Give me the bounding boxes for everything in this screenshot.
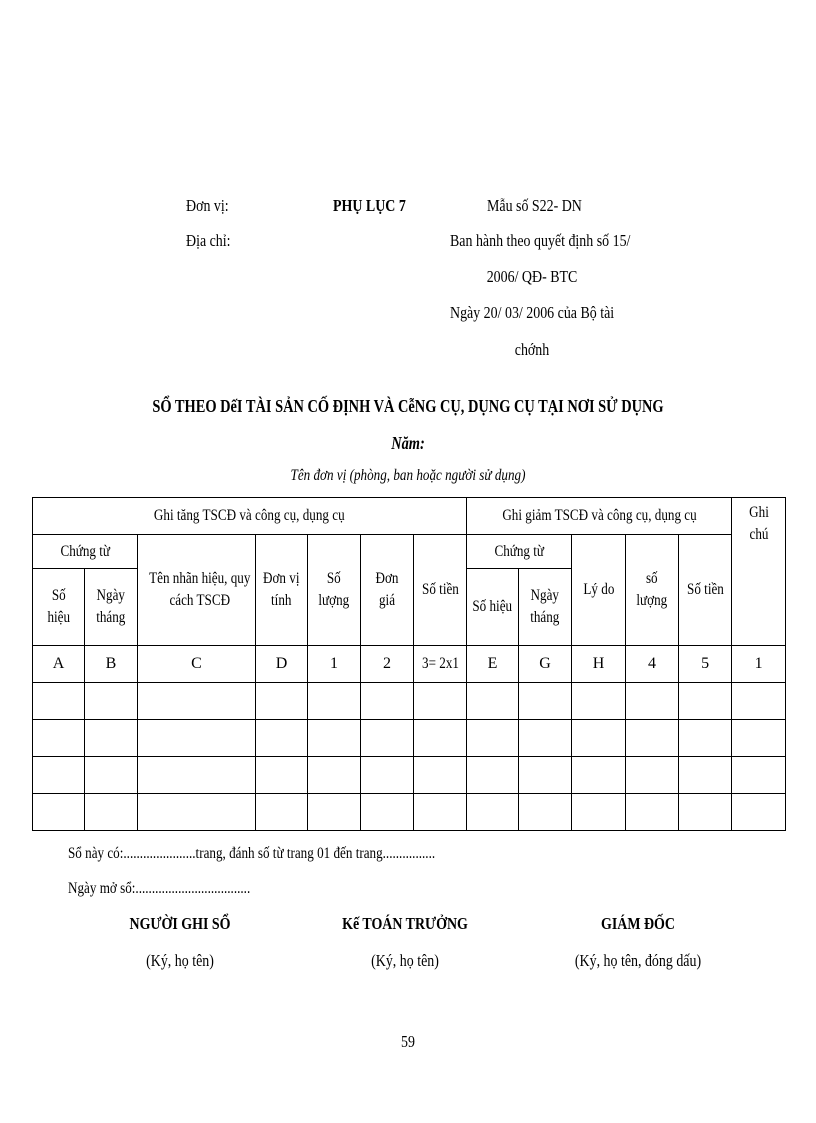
form-number: Mẫu số S22- DN [487,196,582,215]
unit-header: Đơn vị tính [256,535,308,646]
table-row [33,757,786,794]
code-cell: 2 [361,646,414,683]
table-row [33,720,786,757]
quantity-header: Số lượng [308,535,361,646]
signer-director-title: GIÁM ĐỐC [601,914,675,933]
signer-recorder-title: NGƯỜI GHI SỔ [129,914,231,933]
code-cell: 4 [626,646,679,683]
decree-line-4: chớnh [514,340,550,359]
unit-price-header: Đơn giá [361,535,414,646]
signer-recorder-note: (Ký, họ tên) [146,951,214,970]
signer-accountant-title: Kế TOÁN TRƯỞNG [342,914,468,933]
decree-line-3: Ngày 20/ 03/ 2006 của Bộ tài [450,303,615,322]
unit-label: Đơn vị: [186,196,229,215]
increase-group-header: Ghi tăng TSCĐ và công cụ, dụng cụ [33,498,467,535]
pages-line: Sổ này có:......................trang, đánh số từ trang 01 đến trang................ [68,845,436,862]
code-cell: B [85,646,138,683]
open-date-line: Ngày mở sổ:................................... [68,880,251,897]
code-cell: D [256,646,308,683]
code-cell: 3= 2x1 [414,646,467,683]
quantity-header-2: số lượng [626,535,679,646]
signer-accountant-note: (Ký, họ tên) [371,951,439,970]
decrease-group-header: Ghi giảm TSCĐ và công cụ, dụng cụ [467,498,732,535]
code-cell: A [33,646,85,683]
appendix-label: PHỤ LỤC 7 [333,196,406,215]
code-cell: E [467,646,519,683]
decree-line-1: Ban hành theo quyết định số 15/ [450,231,631,250]
page-number: 59 [401,1032,415,1051]
code-cell: 5 [679,646,732,683]
name-spec-header: Tên nhãn hiệu, quy cách TSCĐ [138,535,256,646]
column-code-row [33,646,786,683]
page-title: SỔ THEO DếI TÀI SẢN CỐ ĐỊNH VÀ CễNG CỤ, DỤNG CỤ TẠI NƠI SỬ DỤNG [152,396,664,416]
decree-line-2: 2006/ QĐ- BTC [486,267,578,286]
amount-header-2: Số tiền [679,535,732,646]
doc-date-header: Ngày tháng [85,569,138,646]
amount-header: Số tiền [414,535,467,646]
code-cell: 1 [308,646,361,683]
year-label: Năm: [391,433,425,453]
voucher-header: Chứng từ [33,535,138,569]
note-header: Ghi chú [732,498,786,646]
subtitle: Tên đơn vị (phòng, ban hoặc người sử dụng) [290,467,526,484]
table-row [33,683,786,720]
code-cell: H [572,646,626,683]
ledger-table [32,497,786,831]
code-cell: C [138,646,256,683]
address-label: Địa chỉ: [186,231,231,250]
doc-number-header: Số hiệu [33,569,85,646]
signer-director-note: (Ký, họ tên, đóng dấu) [574,951,702,970]
code-cell: 1 [732,646,786,683]
doc-number-header-2: Số hiệu [467,569,519,646]
voucher-header-2: Chứng từ [467,535,572,569]
table-row [33,794,786,831]
reason-header: Lý do [572,535,626,646]
code-cell: G [519,646,572,683]
doc-date-header-2: Ngày tháng [519,569,572,646]
